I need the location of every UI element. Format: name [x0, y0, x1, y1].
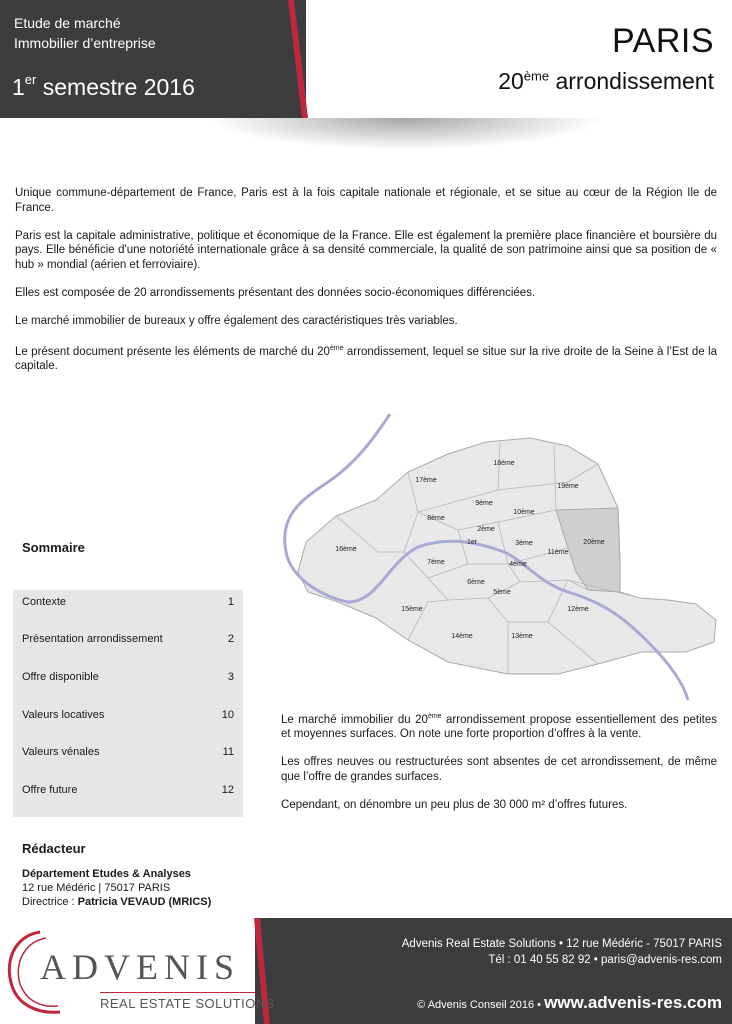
header-shadow — [205, 118, 605, 150]
toc-item[interactable]: Offre disponible 3 — [22, 671, 234, 683]
semester-title: 1er semestre 2016 — [12, 72, 195, 100]
toc-item[interactable]: Valeurs locatives 10 — [22, 709, 234, 721]
summary-paragraph: Cependant, on dénombre un peu plus de 30 000 m² d’offres futures. — [281, 798, 628, 811]
header-study-subtitle: Immobilier d’entreprise — [14, 35, 156, 51]
paris-outline — [298, 438, 716, 674]
logo-wordmark: ADVENIS — [40, 947, 240, 987]
intro-paragraph: Le marché immobilier de bureaux y offre également des caractéristiques très variables. — [15, 314, 458, 327]
redacteur-title: Rédacteur — [22, 841, 86, 856]
paris-arrondissements-map — [268, 412, 723, 702]
toc-item[interactable]: Contexte 1 — [22, 596, 234, 608]
map-label-17ème: 17ème — [415, 477, 437, 484]
map-label-1er: 1er — [466, 539, 478, 546]
map-label-13ème: 13ème — [511, 633, 533, 640]
toc-item[interactable]: Offre future 12 — [22, 784, 234, 796]
logo-divider — [100, 992, 255, 993]
footer-copyright: © Advenis Conseil 2016 • www.advenis-res.com — [417, 993, 722, 1012]
website-link[interactable]: www.advenis-res.com — [544, 993, 722, 1012]
sommaire-title: Sommaire — [22, 540, 85, 555]
map-label-4ème: 4ème — [509, 561, 527, 568]
table-of-contents — [13, 590, 243, 817]
intro-paragraph: Paris est la capitale administrative, politique et économique de la France. Elle est également la première place financière et boursière du pays. Elle bénéficie d'une notoriété internationale grâce à sa densité commerciale, la qualité de son patrimoine ainsi que sa position de « hub » mondial (aérien et ferroviaire). — [15, 229, 717, 271]
map-label-10ème: 10ème — [513, 509, 535, 516]
map-label-8ème: 8ème — [427, 515, 445, 522]
footer-company: Advenis Real Estate Solutions • 12 rue Médéric - 75017 PARIS — [401, 938, 722, 950]
map-label-11ème: 11ème — [547, 549, 569, 556]
summary-text — [281, 710, 717, 826]
summary-paragraph: Les offres neuves ou restructurées sont absentes de cet arrondissement, de même que l’offre de grandes surfaces. — [281, 756, 717, 783]
footer-contact[interactable]: Tél : 01 40 55 82 92 • paris@advenis-res.com — [488, 954, 722, 966]
map-label-14ème: 14ème — [451, 633, 473, 640]
map-label-6ème: 6ème — [467, 579, 485, 586]
map-label-20ème: 20ème — [583, 539, 605, 546]
map-label-15ème: 15ème — [401, 606, 423, 613]
map-label-16ème: 16ème — [335, 546, 357, 553]
toc-item[interactable]: Présentation arrondissement 2 — [22, 633, 234, 645]
intro-text — [15, 186, 717, 387]
header-study-title: Etude de marché — [14, 15, 121, 31]
intro-paragraph: Elles est composée de 20 arrondissements présentant des données socio-économiques différenciées. — [15, 286, 536, 299]
summary-paragraph: Le marché immobilier du 20ème arrondissement propose essentiellement des petites et moyennes surfaces. On note une forte proportion d’offres à la vente. — [281, 713, 718, 741]
map-label-19ème: 19ème — [557, 483, 579, 490]
map-label-2ème: 2ème — [477, 526, 495, 533]
toc-item[interactable]: Valeurs vénales 11 — [22, 746, 234, 758]
city-title: PARIS — [611, 22, 714, 60]
map-label-3ème: 3ème — [515, 540, 533, 547]
map-label-9ème: 9ème — [475, 500, 493, 507]
logo-tagline: REAL ESTATE SOLUTIONS — [100, 996, 275, 1011]
map-label-18ème: 18ème — [493, 460, 515, 467]
arrondissement-title: 20ème arrondissement — [498, 68, 714, 94]
map-label-5ème: 5ème — [493, 589, 511, 596]
redacteur-address: 12 rue Médéric | 75017 PARIS — [22, 882, 171, 894]
intro-paragraph: Le présent document présente les éléments de marché du 20ème arrondissement, lequel se situe sur la rive droite de la Seine à l’Est de la capitale. — [15, 344, 717, 372]
redacteur-department: Département Etudes & Analyses — [22, 868, 191, 880]
map-label-7ème: 7ème — [427, 559, 445, 566]
redacteur-director: Directrice : Patricia VEVAUD (MRICS) — [22, 896, 212, 908]
intro-paragraph: Unique commune-département de France, Paris est à la fois capitale nationale et régionale, et se situe au cœur de la Région Ile de France. — [15, 187, 717, 214]
map-label-12ème: 12ème — [567, 606, 589, 613]
